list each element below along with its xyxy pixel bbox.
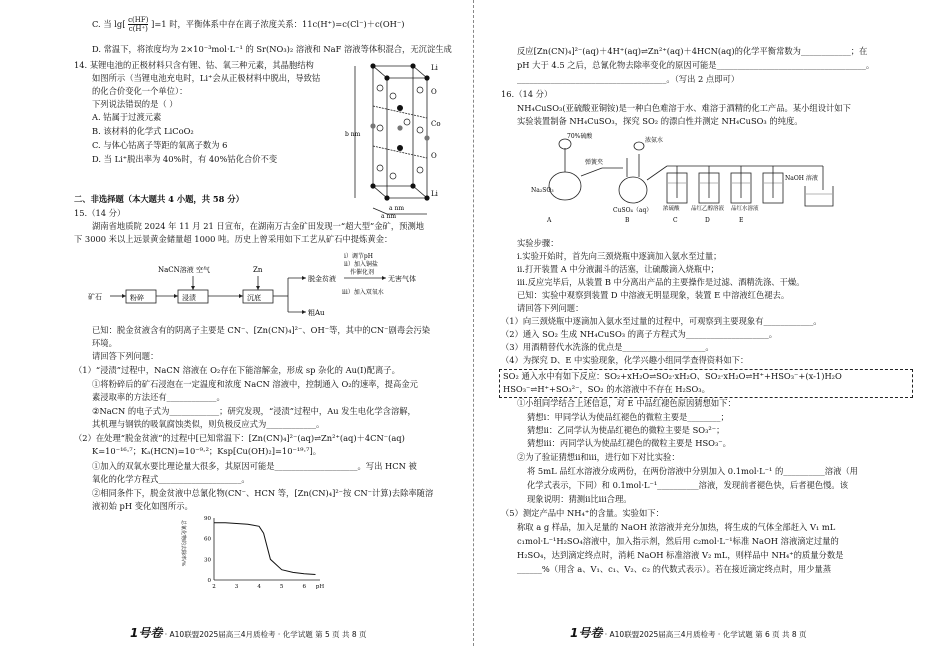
q16-step-3: iii.反应完毕后，从装置 B 中分离出产品的主要操作是过滤、酒精洗涤、干燥。 [517,277,805,287]
chart-series-line [214,523,316,575]
q16-step-9: （4）为探究 D、E 中实验现象，化学兴趣小组同学查得资料如下： [501,355,749,365]
q14-option-a: A. 钴属于过渡元素 [92,112,162,122]
q14-line-0: 14. 某锂电池的正极材料只含有锂、钴、氧三种元素，其晶胞结构 [74,60,314,70]
box-line-0: SO₂ 通入水中有如下反应：SO₂+xH₂O⇌SO₂·xH₂O、SO₂·xH₂O⇌H⁺+HSO₃⁻+(x-1)H₂O [503,371,842,381]
footer-left [130,624,367,641]
q14-line-1: 如图所示（当锂电池充电时，Li⁺会从正极材料中脱出，导致钴 [92,73,321,83]
chart-xtick-label: 6 [302,584,306,590]
app-ammonia: 浓氨水 [645,137,664,144]
q15-cont-2: ____________________________________。（写出 2 点即可） [517,74,740,84]
flow-reagent-zn: Zn [253,266,263,274]
flow-step-leach: 浸渍 [182,294,196,302]
q16-5-2: c₁mol·L⁻¹H₂SO₄溶液中，加入指示剂，然后用 c₂mol·L⁻¹标准 NaOH 溶液滴定过量的 [517,536,839,546]
q16-step-0: 实验步骤： [517,238,559,248]
dim-a: a nm [389,205,405,212]
q15-intro-0: 湖南省地质院 2024 年 11 月 21 日宣布，在湖南万古金矿田发现一“超大型”金矿，预测地 [92,221,425,231]
app-label-a: A [547,217,552,224]
q16-4-6: 化学式表示，下同）和 0.1mol·L⁻¹__________溶液，发现前者褪色快，后者褪色慢。该 [527,480,849,490]
flow-note-4: iii）加入双氧水 [342,289,384,296]
q15-body-3: （1）“浸渍”过程中，NaCN 溶液在 O₂存在下能溶解金，形成 sp 杂化的 Au(I)配离子。 [74,365,400,375]
footer-logo: 1号卷 [570,626,603,640]
q16-5-1: 称取 a g 样品，加入足量的 NaOH 浓溶液并充分加热，将生成的气体全部赶入 V₁ mL [517,522,836,532]
q15-body-10: ①加入的双氧水要比理论量大很多，其原因可能是____________________。写出 HCN 被 [92,461,417,471]
q15-body-0: 已知：脱金贫液含有的阴离子主要是 CN⁻、[Zn(CN)₄]²⁻、OH⁻等，其中的CN⁻剧毒会污染 [92,325,431,335]
q15-body-8: （2）在处理“脱金贫液”的过程中[已知常温下：[Zn(CN)₄]²⁻(aq)⇌Zn²⁺(aq)＋4CN⁻(aq) [74,433,405,443]
q15-body-13: 液初始 pH 变化如图所示。 [92,501,193,511]
q15-body-6: ②NaCN 的电子式为____________；研究发现，“浸渍”过程中，Au 发生电化学含溶解， [92,406,416,416]
q15-cont-1: pH 大于 4.5 之后，总氰化物去除率变化的原因可能是____________________________________。 [517,60,875,70]
legend-o-2: O [431,152,437,160]
chart-ytick-label: 0 [207,578,211,584]
q16-step-5: 请回答下列问题： [517,303,584,313]
q15-intro-1: 下 3000 米以上远景黄金储量超 1000 吨。历史上曾采用如下工艺从矿石中提炼黄金： [74,234,393,244]
chart-ytick-label: 90 [204,516,211,522]
app-label-d: D [705,217,710,224]
flow-note-2: ii）加入铜盐 [344,261,378,268]
crystal-cell-diagram [345,58,445,218]
chart-ytick-label: 60 [204,536,211,543]
flow-note-1: i）调节pH [344,253,373,260]
chart-xtick-label: pH [315,584,325,590]
q16-4-4: ②为了验证猜想ii和iii，进行如下对比实验： [517,452,680,462]
app-label-b: B [625,217,630,224]
q15-body-2: 请回答下列问题： [92,351,159,361]
q16-5-0: （5）测定产品中 NH₄⁺的含量。实验如下： [501,508,664,518]
q13-option-d: D. 常温下，将浓度均为 2×10⁻³mol·L⁻¹ 的 Sr(NO₃)₂ 溶液和 NaF 溶液等体积混合，无沉淀生成 [92,44,452,54]
legend-li-bottom: Li [431,190,438,198]
chart-xtick-label: 2 [212,584,216,590]
q16-step-8: （3）用酒精替代水洗涤的优点是____________________。 [501,342,714,352]
q16-4-2: 猜想ii：乙同学认为使品红褪色的微粒主要是 SO₃²⁻； [527,425,725,435]
q16-4-1: 猜想i：甲同学认为使品红褪色的微粒主要是________； [527,412,729,422]
q16-heading: 16.（14 分） [501,89,553,99]
q14-line-2: 的化合价变化一个单位）： [92,86,188,96]
app-flask-d: 品红乙醇溶液 [691,206,725,212]
q16-step-4: 已知：实验中观察到装置 D 中溶液无明显现象，装置 E 中溶液红色褪去。 [517,290,790,300]
footer-text: · A10联盟2025届高三4月质检考 · 化学试题 第 5 页 共 8 页 [164,630,367,639]
app-naoh: NaOH 溶液 [785,175,818,182]
q16-step-2: ii.打开装置 A 中分液漏斗的活塞，让硫酸滴入烧瓶中； [517,264,719,274]
q16-5-4: ______%（用含 a、V₁、c₁、V₂、c₂ 的代数式表示）。若在接近滴定终点时，用少量蒸 [517,564,832,574]
footer-text: · A10联盟2025届高三4月质检考 · 化学试题 第 6 页 共 8 页 [604,630,807,639]
flow-product-au: 粗Au [308,309,325,317]
q14-option-c: C. 与体心钴离子等距的氧离子数为 6 [92,140,228,150]
section-2-heading: 二、非选择题（本大题共 4 小题，共 58 分） [74,194,244,204]
q15-body-4: ①将粉碎后的矿石浸泡在一定温度和浓度 NaCN 溶液中，控制通入 O₂的速率，提高金元 [92,379,418,389]
q16-5-3: H₂SO₄，达到滴定终点时，消耗 NaOH 标准溶液 V₂ mL，则样品中 NH₄⁺的质量分数是 [517,550,844,560]
legend-co: Co [431,120,441,128]
process-flowchart [88,250,428,322]
app-na2so3: Na₂SO₃ [531,187,554,194]
app-label-e: E [739,217,744,224]
chart-xtick-label: 4 [257,584,261,590]
q14-option-d: D. 当 Li⁺脱出率为 40%时，有 40%钴化合价不变 [92,154,278,164]
removal-rate-chart [180,512,330,590]
q15-body-5: 素浸取率的方法还有____________。 [92,392,225,402]
app-acid: 70%硫酸 [567,133,593,140]
dim-a2: a nm [381,213,397,218]
q14-line-3: 下列说法错误的是（ ） [92,99,178,109]
legend-o-1: O [431,88,437,96]
flow-note-3: 作催化剂 [350,269,375,276]
chart-xtick-label: 3 [234,584,239,590]
q15-heading: 15.（14 分） [74,208,126,218]
q16-intro-1: 实验装置制备 NH₄CuSO₃，探究 SO₂ 的漂白性并测定 NH₄CuSO₃ 的纯度。 [517,116,803,126]
app-valve: 弹簧夹 [585,159,604,166]
legend-li-top: Li [431,64,438,72]
footer-right [570,624,807,641]
flow-product-barren: 脱金贫液 [308,275,336,283]
q15-body-11: 氧化的化学方程式____________________。 [92,474,250,484]
q16-step-6: （1）向三颈烧瓶中逐滴加入氨水至过量的过程中，可观察到主要现象有____________。 [501,316,822,326]
right-page [475,0,950,646]
app-flask-c: 浓硫酸 [663,206,680,212]
q15-cont-0: 反应[Zn(CN)₄]²⁻(aq)＋4H⁺(aq)⇌Zn²⁺(aq)＋4HCN(aq)的化学平衡常数为____________；在 [517,46,868,56]
q13-option-c: C. 当 lg[ $\frac{c(HF)}{c(H^+)}$ ]=1 时，平衡体系中存在离子浓度关系：11c(H⁺)=c(Cl⁻)＋c(OH⁻) [92,16,405,33]
chart-ylabel: 总氰化物的去除率/% [180,520,186,567]
app-flask-e: 品红水溶液 [731,206,759,212]
box-line-1: HSO₃⁻⇌H⁺+SO₃²⁻，SO₂ 的水溶液中不存在 H₂SO₃。 [503,384,710,394]
chart-xtick-label: 5 [279,584,284,590]
q16-step-7: （2）通入 SO₂ 生成 NH₄CuSO₃ 的离子方程式为____________________。 [501,329,778,339]
flow-step-precip: 沉底 [247,294,261,302]
flow-product-gas: 无害气体 [388,275,416,283]
flow-ore: 矿石 [88,293,102,301]
footer-logo: 1号卷 [130,626,163,640]
flow-step-crush: 粉碎 [130,294,144,302]
q15-body-1: 环境。 [92,338,117,348]
q16-step-1: i.实验开始时，首先向三颈烧瓶中逐滴加入氨水至过量； [517,251,722,261]
chart-ytick-label: 30 [204,557,211,564]
q16-4-0: ①小组同学结合上述信息，对 E 中品红褪色原因猜想如下： [517,398,736,408]
q13-fraction: $\frac{c(HF)}{c(H^+)}$ [128,16,149,33]
flow-reagent-nacn: NaCN溶液 空气 [158,266,211,274]
q16-4-5: 将 5mL 品红水溶液分成两份，在两份溶液中分别加入 0.1mol·L⁻¹ 的__________溶液（用 [527,466,858,476]
q15-body-12: ②相同条件下，脱金贫液中总氰化物(CN⁻、HCN 等，[Zn(CN)₄]²⁻按 CN⁻计算)去除率随溶 [92,488,434,498]
q16-intro-0: NH₄CuSO₃(亚硫酸亚铜铵)是一种白色难溶于水、难溶于酒精的化工产品。某小组设计如下 [517,103,851,113]
q16-4-3: 猜想iii：丙同学认为使品红褪色的微粒主要是 HSO₃⁻。 [527,438,731,448]
q16-4-7: 现象说明：猜测ii比iii合理。 [527,494,632,504]
app-label-c: C [673,217,678,224]
q15-body-9: K=10⁻¹⁶·⁷；Kₐ(HCN)=10⁻⁹·²；Ksp[Cu(OH)₂]=10⁻¹⁹·⁷]。 [92,446,321,456]
dim-b: b nm [345,131,361,138]
q15-body-7: 其机理与钢铁的吸氧腐蚀类似，则负极反应式为____________。 [92,419,325,429]
q14-option-b: B. 该材料的化学式 LiCoO₂ [92,126,194,136]
app-cuso4: CuSO₄（aq） [613,207,653,214]
apparatus-diagram [527,128,847,224]
